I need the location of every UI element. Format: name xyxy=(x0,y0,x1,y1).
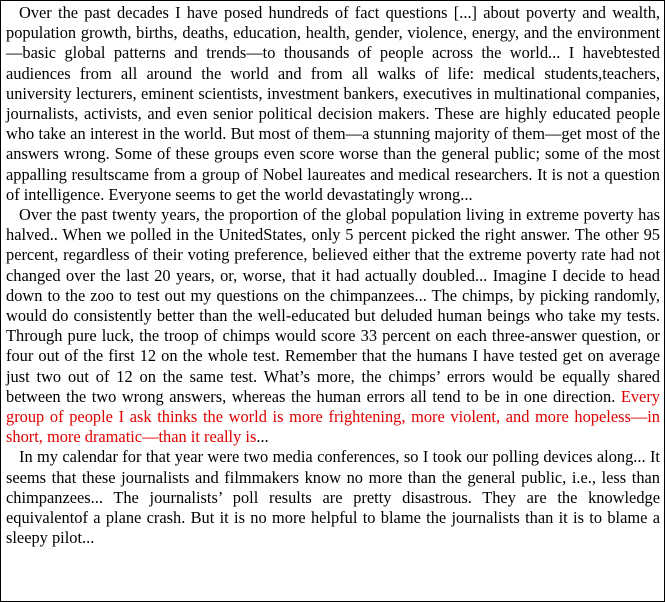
highlighted-sentence: Every group of people I ask thinks the world is more frightening, more violent, and more hopeless—in short, more dramatic—than it really is xyxy=(6,386,660,447)
paragraph-extreme-poverty-text: Over the past twenty years, the proportion of the global population living in extreme poverty has halved.. When we polled in the UnitedStates, only 5 percent picked the right answer. The other 95 percent, regardless of their voting preference, believed either that the extreme poverty rate had not changed over the last 20 years, or, worse, that it had actually doubled... Imagine I decide to head down to the zoo to test out my questions on the chimpanzees... The chimps, by picking randomly, would do consistently better than the well-educated but deluded human beings who take my tests. Through pure luck, the troop of chimps would score 33 percent on each three-answer question, or four out of the first 12 on the whole test. Remember that the humans I have tested get on average just two out of 12 on the same test. What’s more, the chimps’ errors would be equally shared between the two wrong answers, whereas the human errors all tend to be in one direction. xyxy=(6,205,660,406)
highlighted-sentence-ellipsis: ... xyxy=(256,427,269,447)
paragraph-fact-questions: Over the past decades I have posed hundreds of fact questions [...] about poverty and wealth, population growth, births, deaths, education, health, gender, violence, energy, and the environment—basic global patterns and trends—to thousands of people across the world... I havebtested audiences from all around the world and from all walks of life: medical students,teachers, university lecturers, eminent scientists, investment bankers, executives in multinational companies, journalists, activists, and even senior political decision makers. These are highly educated people who take an interest in the world. But most of them—a stunning majority of them—get most of the answers wrong. Some of these groups even score worse than the general public; some of the most appalling resultscame from a group of Nobel laureates and medical researchers. It is not a question of intelligence. Everyone seems to get the world devastatingly wrong... xyxy=(6,3,660,204)
paragraph-media-conferences: In my calendar for that year were two media conferences, so I took our polling devices along... It seems that these journalists and filmmakers know no more than the general public, i.e., less than chimpanzees... The journalists’ poll results are pretty disastrous. They are the knowledge equivalentof a plane crash. But it is no more helpful to blame the journalists than it is to blame a sleepy pilot... xyxy=(6,447,660,548)
paragraph-extreme-poverty xyxy=(6,205,660,447)
